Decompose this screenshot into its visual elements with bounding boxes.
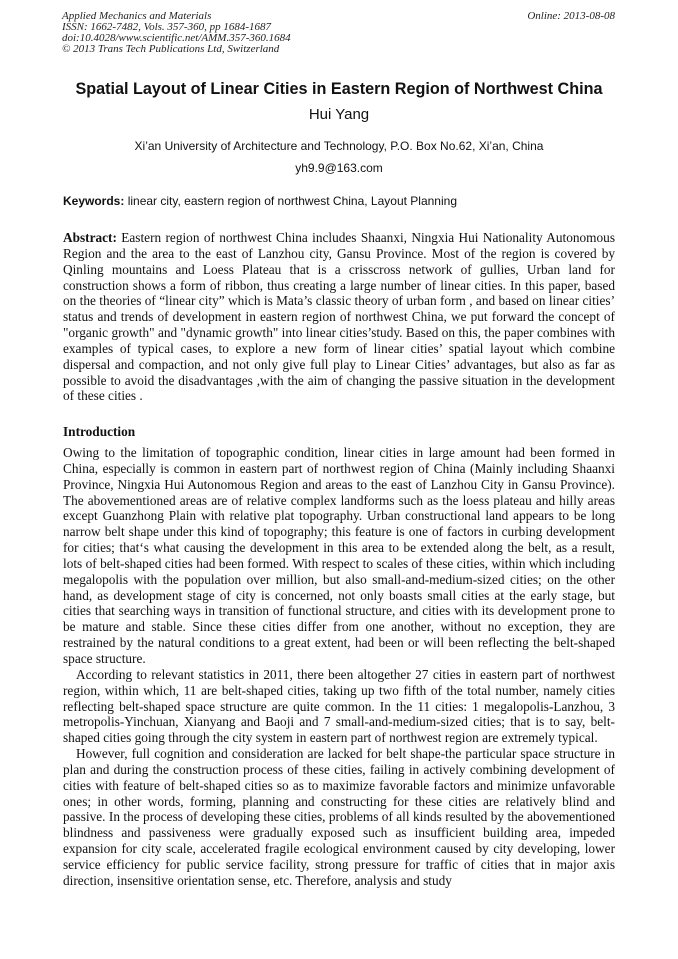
journal-copyright: © 2013 Trans Tech Publications Ltd, Switzerland: [62, 43, 280, 55]
author-email: yh9.9@163.com: [295, 161, 383, 175]
keywords-label: Keywords:: [63, 194, 125, 208]
abstract-label: Abstract:: [63, 230, 117, 245]
online-date: Online: 2013-08-08: [527, 10, 615, 22]
intro-paragraph-2: According to relevant statistics in 2011, there been altogether 27 cities in eastern part of northwest region, within which, 11 are belt-shaped cities, taking up two fifth of the total number, namely cities reflecting belt-shaped space structure are quite common. In the 11 cities: 1 megalopolis-Lanzhou, 3 metropolis-Yinchuan, Xianyang and Baoji and 7 small-and-medium-sized cities; that is to say, belt-shaped cities going through the city system in eastern part of northwest region are extremely typical.: [63, 666, 615, 746]
introduction-body: [63, 445, 615, 889]
journal-header: [62, 11, 615, 55]
intro-paragraph-3: However, full cognition and consideration are lacked for belt shape-the particular space structure in plan and during the construction process of these cities, failing in actively combining development of cities with feature of belt-shaped cities so as to maximize favorable factors and minimize unfavorable ones; in other words, forming, planning and constructing for these cities are relatively blind and passive. In the process of developing these cities, problems of all kinds resulted by the abovementioned blindness and passiveness were gradually exposed such as insufficient building area, impeded expansion for city scale, accelerated fragile ecological environment caused by city developing, lower service efficiency for public service facility, strong pressure for traffic of cities that in major axis direction, insensitive orientation sense, etc. Therefore, analysis and study: [63, 746, 615, 888]
keywords: [63, 193, 615, 209]
keywords-text: linear city, eastern region of northwest China, Layout Planning: [124, 194, 457, 208]
section-heading-introduction: Introduction: [63, 424, 136, 439]
abstract: [63, 230, 615, 404]
abstract-text: Eastern region of northwest China includes Shaanxi, Ningxia Hui Nationality Autonomous Region and the area to the east of Lanzhou city, Gansu Province. Most of the region is covered by Qinling mountains and Loess Plateau that is a crisscross network of gullies, Urban land for construction shows a form of ribbon, thus creating a large number of linear cities. In this paper, based on the theories of “linear city” which is Mata’s classic theory of urban form , and based on linear cities’ status and trends of development in eastern region of northwest China, we put forward the concept of "organic growth" and "dynamic growth" into linear cities’study. Based on this, the paper combines with examples of typical cases, to explore a new form of linear cities’ spatial layout which combine dispersal and compaction, and not only give full play to Linear Cities’ advantages, but also as far as possible to avoid the disadvantages ,with the aim of changing the passive situation in the development of these cities .: [63, 230, 615, 404]
paper-author: Hui Yang: [308, 106, 370, 123]
journal-issn: ISSN: 1662-7482, Vols. 357-360, pp 1684-1687: [62, 21, 271, 33]
intro-paragraph-1: Owing to the limitation of topographic condition, linear cities in large amount had been formed in China, especially is common in eastern part of northwest region of China (Mainly including Shaanxi Province, Ningxia Hui Autonomous Region and areas to the east of Lanzhou City in Gansu Province). The abovementioned areas are of relative complex landforms such as the loess plateau and hilly areas except Guanzhong Plain with relative plat topography. Urban constructional land appears to be long narrow belt shape under this kind of topography; this feature is one of factors in curbing development for cities; that‘s what causing the development in this area to be extended along the belt, as a result, lots of belt-shaped cities had been formed. With respect to scales of these cities, within which including megalopolis with the population over million, but also small-and-medium-sized cities; on the other hand, as development stage of city is concerned, not only boasts small cities at the early stage, but cities that searching ways in transition of functional structure, and cities with its development prone to be mature and stable. Since these cities differ from one another, without no exception, they are restrained by the natural conditions to a great extent, had been or will been reflecting the belt-shaped space structure.: [63, 445, 615, 666]
journal-doi: doi:10.4028/www.scientific.net/AMM.357-360.1684: [62, 32, 291, 44]
paper-title: Spatial Layout of Linear Cities in Eastern Region of Northwest China: [75, 80, 603, 98]
journal-name: Applied Mechanics and Materials: [62, 10, 212, 22]
author-affiliation: Xi’an University of Architecture and Technology, P.O. Box No.62, Xi’an, China: [134, 139, 544, 153]
